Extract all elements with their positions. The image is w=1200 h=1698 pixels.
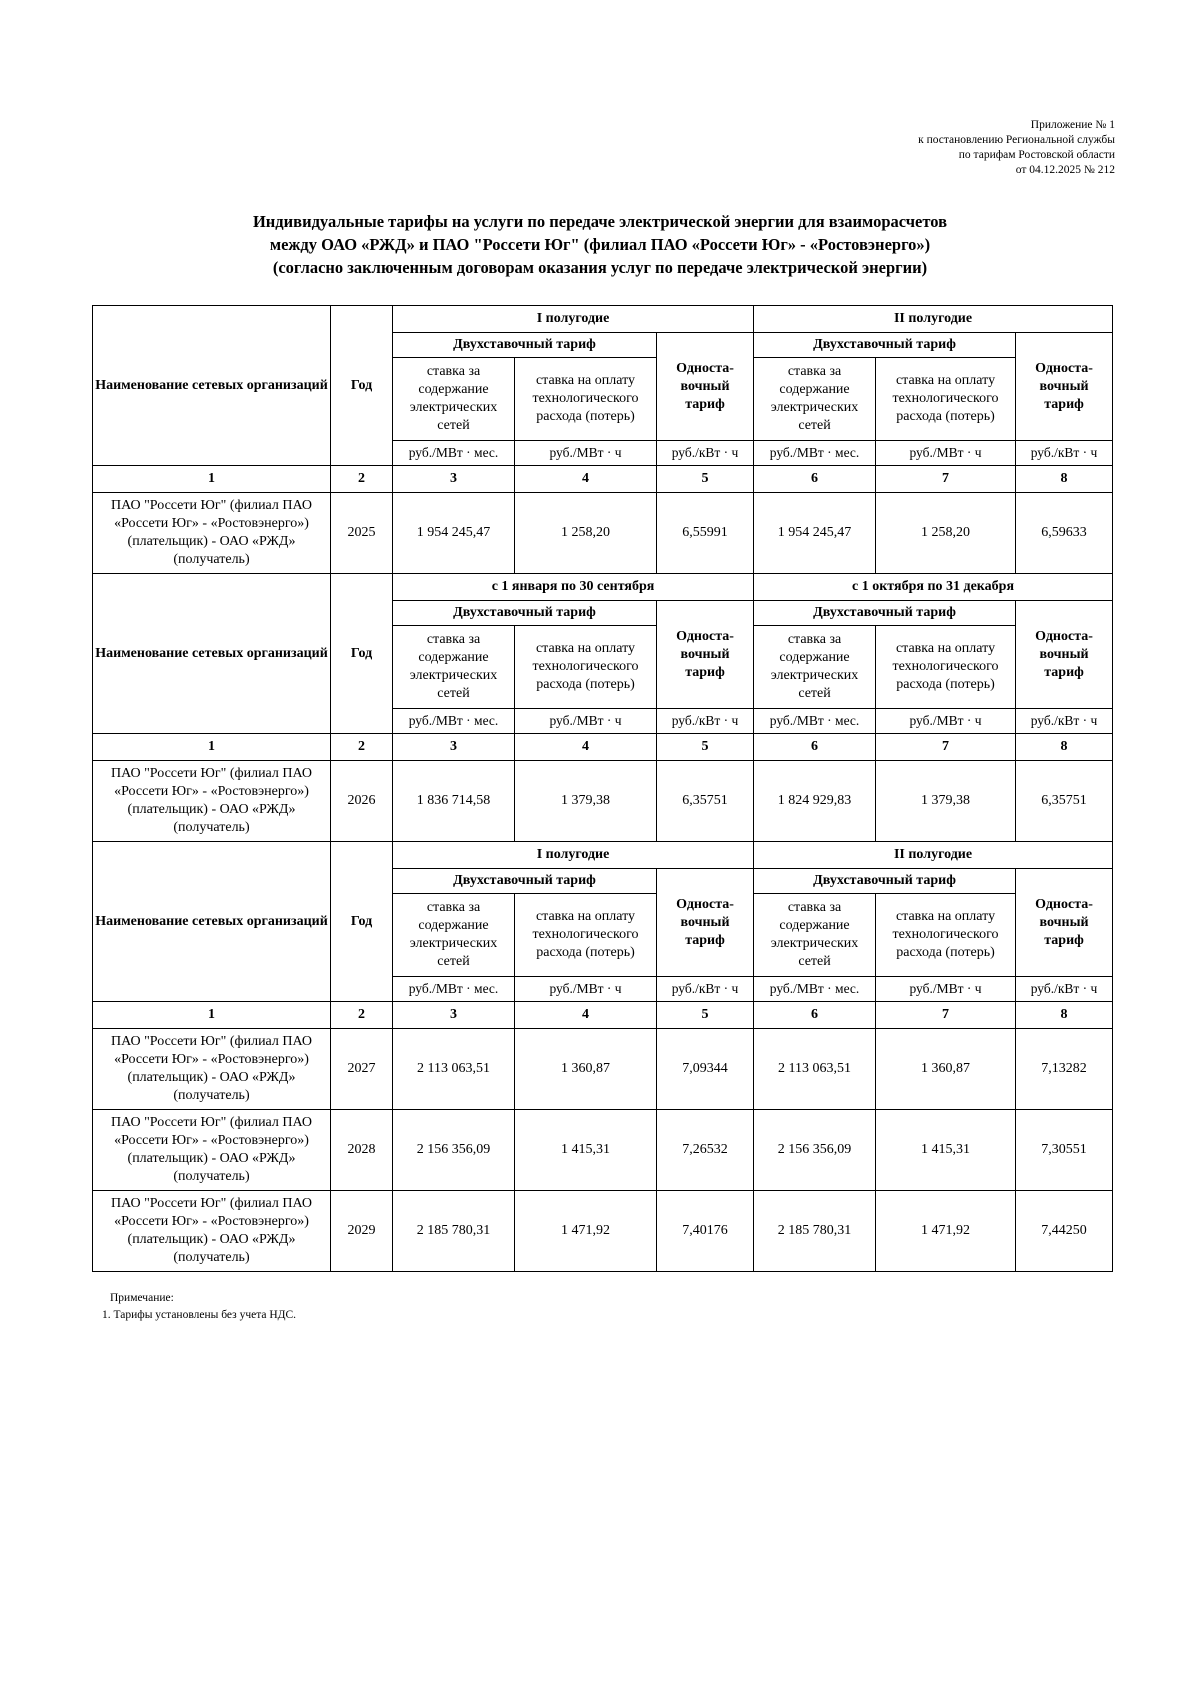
maintenance-rate-header: ставка за содержание электрических сетей (393, 894, 515, 977)
maintenance-rate-header: ставка за содержание электрических сетей (393, 626, 515, 709)
header-row-period (93, 574, 1113, 601)
value-cell: 1 415,31 (876, 1110, 1016, 1191)
value-cell: 6,35751 (1016, 761, 1113, 842)
title-line: Индивидуальные тарифы на услуги по передаче электрической энергии для взаиморасчетов (252, 212, 948, 231)
document-title (80, 210, 1120, 279)
org-name-cell: ПАО "Россети Юг" (филиал ПАО «Россети Юг» - «Ростовэнерго») (плательщик) - ОАО «РЖД» (получатель) (93, 1191, 331, 1272)
unit-cell: руб./кВт · ч (1016, 709, 1113, 734)
maintenance-rate-header: ставка за содержание электрических сетей (754, 626, 876, 709)
appendix-line: от 04.12.2025 № 212 (1015, 164, 1115, 176)
column-number: 7 (876, 1002, 1016, 1029)
value-cell: 1 379,38 (876, 761, 1016, 842)
period-header: с 1 октября по 31 декабря (754, 574, 1113, 601)
column-number: 6 (754, 466, 876, 493)
unit-cell: руб./МВт · мес. (393, 709, 515, 734)
column-number-row (93, 1002, 1113, 1029)
value-cell: 7,26532 (657, 1110, 754, 1191)
year-cell: 2029 (331, 1191, 393, 1272)
column-number: 4 (515, 1002, 657, 1029)
note (102, 1290, 297, 1324)
value-cell: 2 185 780,31 (754, 1191, 876, 1272)
single-rate-header: Односта-вочный тариф (657, 601, 754, 709)
tariff-table (92, 305, 1113, 1272)
single-rate-header: Односта-вочный тариф (1016, 333, 1113, 441)
period-header: I полугодие (393, 842, 754, 869)
org-name-cell: ПАО "Россети Юг" (филиал ПАО «Россети Юг» - «Ростовэнерго») (плательщик) - ОАО «РЖД» (получатель) (93, 493, 331, 574)
period-header: I полугодие (393, 306, 754, 333)
maintenance-rate-header: ставка за содержание электрических сетей (754, 358, 876, 441)
appendix-line: Приложение № 1 (1030, 119, 1115, 131)
two-rate-header: Двухставочный тариф (393, 869, 657, 894)
value-cell: 6,59633 (1016, 493, 1113, 574)
column-header-year: Год (331, 574, 393, 734)
column-number: 3 (393, 466, 515, 493)
year-cell: 2025 (331, 493, 393, 574)
value-cell: 2 156 356,09 (393, 1110, 515, 1191)
loss-rate-header: ставка на оплату технологического расхода (потерь) (876, 894, 1016, 977)
unit-cell: руб./кВт · ч (1016, 977, 1113, 1002)
value-cell: 1 471,92 (515, 1191, 657, 1272)
column-number: 2 (331, 734, 393, 761)
value-cell: 1 415,31 (515, 1110, 657, 1191)
title-line: (согласно заключенным договорам оказания услуг по передаче электрической энергии) (272, 258, 928, 277)
column-number: 1 (93, 466, 331, 493)
unit-cell: руб./МВт · мес. (393, 977, 515, 1002)
value-cell: 1 360,87 (515, 1029, 657, 1110)
period-header: с 1 января по 30 сентября (393, 574, 754, 601)
column-number: 8 (1016, 466, 1113, 493)
table-row (93, 493, 1113, 574)
single-rate-header: Односта-вочный тариф (657, 869, 754, 977)
value-cell: 1 836 714,58 (393, 761, 515, 842)
loss-rate-header: ставка на оплату технологического расхода (потерь) (515, 626, 657, 709)
unit-cell: руб./кВт · ч (657, 441, 754, 466)
value-cell: 7,44250 (1016, 1191, 1113, 1272)
value-cell: 1 258,20 (876, 493, 1016, 574)
value-cell: 2 113 063,51 (754, 1029, 876, 1110)
value-cell: 1 824 929,83 (754, 761, 876, 842)
column-number: 5 (657, 734, 754, 761)
two-rate-header: Двухставочный тариф (754, 869, 1016, 894)
loss-rate-header: ставка на оплату технологического расхода (потерь) (876, 626, 1016, 709)
column-number: 1 (93, 1002, 331, 1029)
loss-rate-header: ставка на оплату технологического расхода (потерь) (876, 358, 1016, 441)
column-number: 5 (657, 466, 754, 493)
column-number: 1 (93, 734, 331, 761)
column-header-year: Год (331, 842, 393, 1002)
column-number: 7 (876, 466, 1016, 493)
appendix-line: по тарифам Ростовской области (958, 149, 1115, 161)
unit-cell: руб./МВт · ч (515, 709, 657, 734)
year-cell: 2026 (331, 761, 393, 842)
two-rate-header: Двухставочный тариф (754, 601, 1016, 626)
value-cell: 6,35751 (657, 761, 754, 842)
value-cell: 7,30551 (1016, 1110, 1113, 1191)
unit-cell: руб./МВт · ч (515, 977, 657, 1002)
loss-rate-header: ставка на оплату технологического расхода (потерь) (515, 894, 657, 977)
value-cell: 2 113 063,51 (393, 1029, 515, 1110)
column-number-row (93, 466, 1113, 493)
column-number: 6 (754, 1002, 876, 1029)
column-number: 2 (331, 1002, 393, 1029)
note-item: 1. Тарифы установлены без учета НДС. (102, 1309, 297, 1321)
two-rate-header: Двухставочный тариф (393, 601, 657, 626)
header-row-period (93, 842, 1113, 869)
appendix-line: к постановлению Региональной службы (918, 134, 1115, 146)
header-row-period (93, 306, 1113, 333)
value-cell: 1 954 245,47 (754, 493, 876, 574)
column-number: 3 (393, 734, 515, 761)
unit-cell: руб./МВт · мес. (754, 441, 876, 466)
column-header-year: Год (331, 306, 393, 466)
value-cell: 2 185 780,31 (393, 1191, 515, 1272)
maintenance-rate-header: ставка за содержание электрических сетей (393, 358, 515, 441)
column-header-org: Наименование сетевых организаций (93, 574, 331, 734)
column-number: 3 (393, 1002, 515, 1029)
column-number: 5 (657, 1002, 754, 1029)
single-rate-header: Односта-вочный тариф (1016, 601, 1113, 709)
unit-cell: руб./МВт · ч (876, 709, 1016, 734)
unit-cell: руб./МВт · мес. (754, 977, 876, 1002)
value-cell: 7,09344 (657, 1029, 754, 1110)
year-cell: 2028 (331, 1110, 393, 1191)
period-header: II полугодие (754, 842, 1113, 869)
value-cell: 6,55991 (657, 493, 754, 574)
two-rate-header: Двухставочный тариф (393, 333, 657, 358)
column-number: 4 (515, 734, 657, 761)
column-number: 8 (1016, 734, 1113, 761)
value-cell: 1 954 245,47 (393, 493, 515, 574)
single-rate-header: Односта-вочный тариф (1016, 869, 1113, 977)
value-cell: 2 156 356,09 (754, 1110, 876, 1191)
value-cell: 1 379,38 (515, 761, 657, 842)
value-cell: 7,13282 (1016, 1029, 1113, 1110)
column-number-row (93, 734, 1113, 761)
value-cell: 1 471,92 (876, 1191, 1016, 1272)
unit-cell: руб./кВт · ч (1016, 441, 1113, 466)
unit-cell: руб./МВт · ч (876, 977, 1016, 1002)
org-name-cell: ПАО "Россети Юг" (филиал ПАО «Россети Юг» - «Ростовэнерго») (плательщик) - ОАО «РЖД» (получатель) (93, 1029, 331, 1110)
column-number: 6 (754, 734, 876, 761)
value-cell: 1 258,20 (515, 493, 657, 574)
value-cell: 7,40176 (657, 1191, 754, 1272)
two-rate-header: Двухставочный тариф (754, 333, 1016, 358)
unit-cell: руб./МВт · ч (515, 441, 657, 466)
table-row (93, 1110, 1113, 1191)
loss-rate-header: ставка на оплату технологического расхода (потерь) (515, 358, 657, 441)
year-cell: 2027 (331, 1029, 393, 1110)
unit-cell: руб./МВт · мес. (393, 441, 515, 466)
unit-cell: руб./МВт · мес. (754, 709, 876, 734)
table-row (93, 1029, 1113, 1110)
period-header: II полугодие (754, 306, 1113, 333)
column-number: 2 (331, 466, 393, 493)
unit-cell: руб./кВт · ч (657, 977, 754, 1002)
note-heading: Примечание: (110, 1292, 174, 1304)
unit-cell: руб./кВт · ч (657, 709, 754, 734)
org-name-cell: ПАО "Россети Юг" (филиал ПАО «Россети Юг» - «Ростовэнерго») (плательщик) - ОАО «РЖД» (получатель) (93, 1110, 331, 1191)
column-number: 7 (876, 734, 1016, 761)
value-cell: 1 360,87 (876, 1029, 1016, 1110)
appendix-header (918, 118, 1115, 178)
single-rate-header: Односта-вочный тариф (657, 333, 754, 441)
org-name-cell: ПАО "Россети Юг" (филиал ПАО «Россети Юг» - «Ростовэнерго») (плательщик) - ОАО «РЖД» (получатель) (93, 761, 331, 842)
unit-cell: руб./МВт · ч (876, 441, 1016, 466)
column-number: 4 (515, 466, 657, 493)
title-line: между ОАО «РЖД» и ПАО "Россети Юг" (филиал ПАО «Россети Юг» - «Ростовэнерго») (269, 235, 931, 254)
maintenance-rate-header: ставка за содержание электрических сетей (754, 894, 876, 977)
column-header-org: Наименование сетевых организаций (93, 842, 331, 1002)
column-number: 8 (1016, 1002, 1113, 1029)
table-row (93, 1191, 1113, 1272)
column-header-org: Наименование сетевых организаций (93, 306, 331, 466)
table-row (93, 761, 1113, 842)
